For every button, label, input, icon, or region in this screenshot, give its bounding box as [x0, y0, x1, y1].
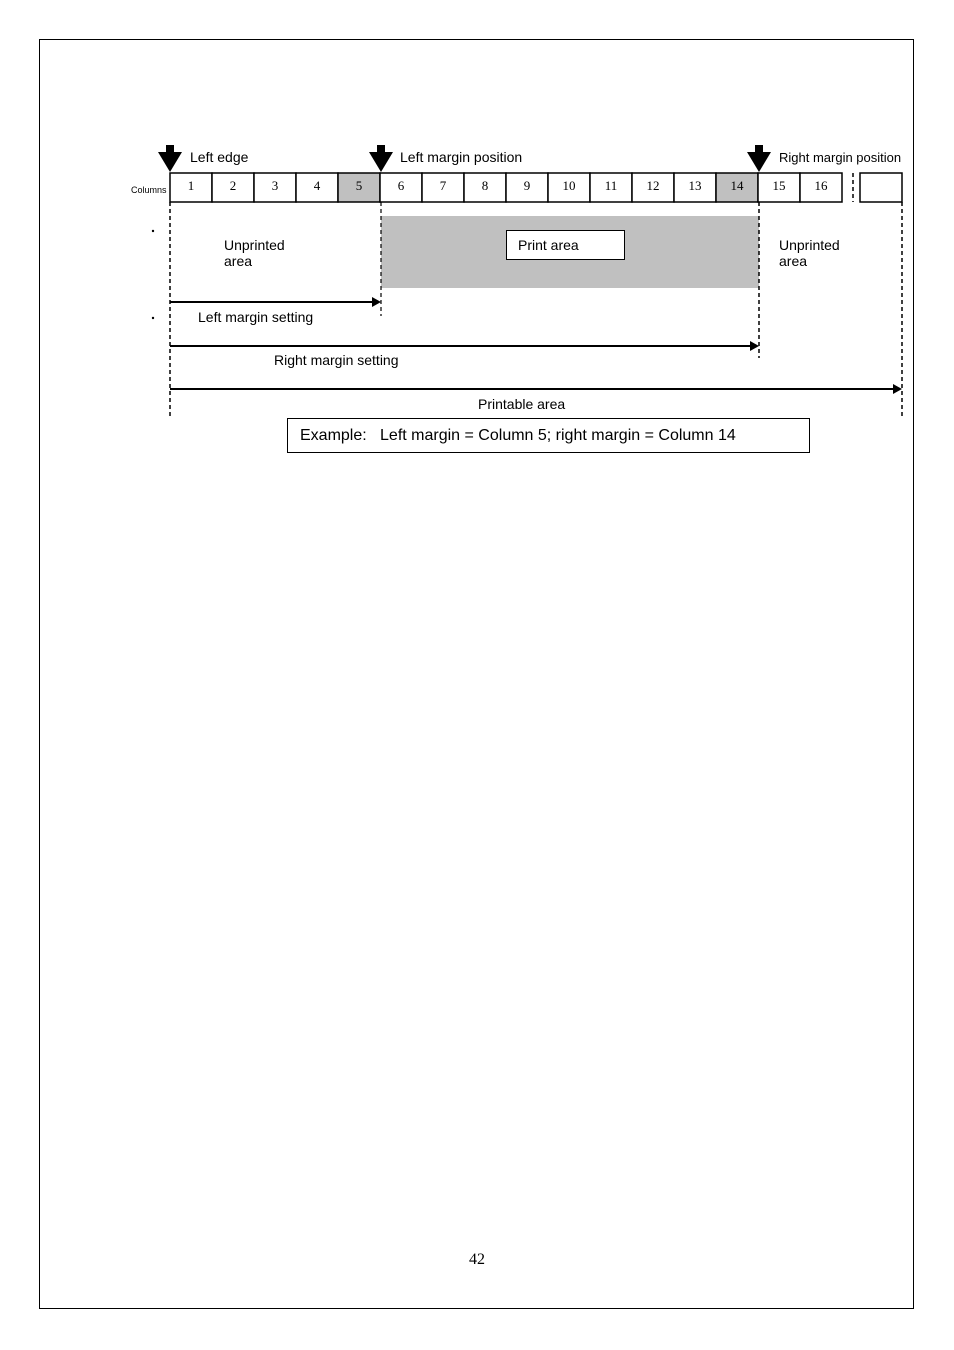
bullet-dot — [152, 230, 154, 232]
unprinted-area-right-line1: Unprinted — [779, 237, 840, 253]
column-number: 5 — [355, 178, 363, 193]
right-margin-setting-arrow — [170, 341, 759, 351]
bullet-dot — [152, 317, 154, 319]
left-margin-setting-arrow — [170, 297, 381, 307]
example-text: Example: Left margin = Column 5; right margin = Column 14 — [300, 427, 736, 444]
left-edge-marker — [158, 145, 182, 172]
print-area-label: Print area — [518, 237, 579, 253]
column-number: 12 — [646, 178, 660, 193]
columns-label: Columns — [131, 185, 167, 195]
left-margin-setting-label: Left margin setting — [198, 309, 314, 325]
left-edge-label: Left edge — [190, 149, 249, 165]
column-number: 10 — [562, 178, 576, 193]
column-number: 15 — [772, 178, 786, 193]
column-number: 8 — [481, 178, 489, 193]
column-number: 16 — [814, 178, 828, 193]
example-box — [287, 418, 810, 453]
ruler-last-cell — [860, 173, 902, 202]
column-number: 7 — [439, 178, 447, 193]
column-number: 2 — [229, 178, 237, 193]
column-number: 11 — [604, 178, 618, 193]
printable-area-arrow — [170, 384, 902, 394]
unprinted-area-right-line2: area — [779, 253, 808, 269]
column-number: 4 — [313, 178, 321, 193]
unprinted-area-left-line2: area — [224, 253, 253, 269]
right-margin-position-label: Right margin position — [779, 150, 902, 165]
left-margin-position-label: Left margin position — [400, 149, 523, 165]
printable-area-label: Printable area — [478, 396, 566, 412]
column-number: 3 — [271, 178, 279, 193]
column-number: 9 — [523, 178, 531, 193]
column-number: 1 — [187, 178, 195, 193]
unprinted-area-left-line1: Unprinted — [224, 237, 285, 253]
column-number: 6 — [397, 178, 405, 193]
column-number: 13 — [688, 178, 702, 193]
column-number: 14 — [730, 178, 744, 193]
page-number: 42 — [469, 1251, 485, 1268]
right-margin-marker — [747, 145, 771, 172]
left-margin-marker — [369, 145, 393, 172]
right-margin-setting-label: Right margin setting — [274, 352, 399, 368]
print-area-box — [506, 230, 625, 260]
